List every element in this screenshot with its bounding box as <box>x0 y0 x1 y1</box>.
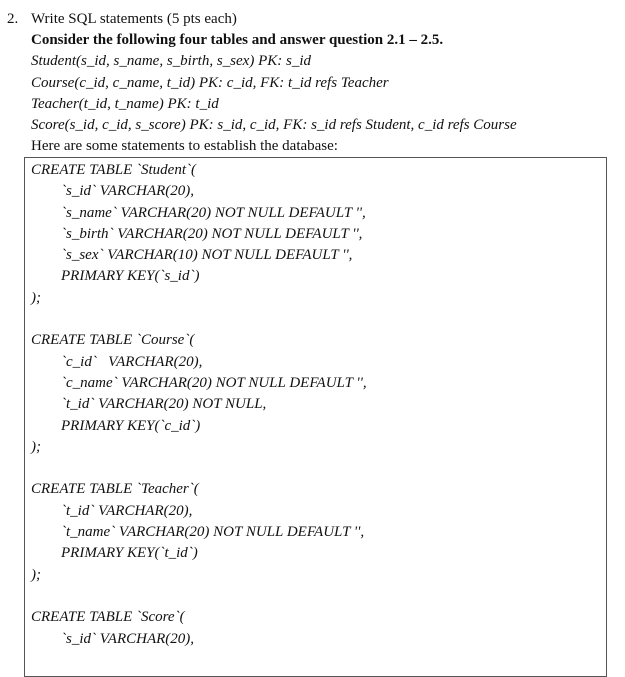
code-line: `s_id` VARCHAR(20), <box>61 630 195 647</box>
sql-code-lines <box>31 160 606 650</box>
code-line: `s_id` VARCHAR(20), <box>61 183 195 200</box>
statements-note: Here are some statements to establish the database: <box>31 138 338 155</box>
sql-code-box <box>24 157 607 677</box>
code-line: ); <box>31 438 41 455</box>
question-header <box>7 9 237 29</box>
code-line: CREATE TABLE `Course`( <box>31 332 195 349</box>
schema-student: Student(s_id, s_name, s_birth, s_sex) PK: s_id <box>31 53 311 70</box>
code-line: PRIMARY KEY(`c_id`) <box>61 417 201 434</box>
schema-teacher: Teacher(t_id, t_name) PK: t_id <box>31 95 219 112</box>
code-line: `s_sex` VARCHAR(10) NOT NULL DEFAULT '', <box>61 247 353 264</box>
code-line: `t_id` VARCHAR(20) NOT NULL, <box>61 396 267 413</box>
code-line <box>31 586 606 607</box>
code-line <box>31 458 606 479</box>
question-title: Write SQL statements (5 pts each) <box>31 11 237 27</box>
code-line: ); <box>31 566 41 583</box>
schema-score: Score(s_id, c_id, s_score) PK: s_id, c_id, FK: s_id refs Student, c_id refs Course <box>31 117 517 134</box>
code-line: CREATE TABLE `Student`( <box>31 162 196 178</box>
code-line: `c_name` VARCHAR(20) NOT NULL DEFAULT '', <box>61 374 367 391</box>
intro-heading: Consider the following four tables and answer question 2.1 – 2.5. <box>31 32 444 48</box>
code-line: `s_name` VARCHAR(20) NOT NULL DEFAULT '', <box>61 204 366 221</box>
code-line: CREATE TABLE `Teacher`( <box>31 481 199 498</box>
schema-course: Course(c_id, c_name, t_id) PK: c_id, FK: t_id refs Teacher <box>31 74 389 91</box>
code-line: `t_name` VARCHAR(20) NOT NULL DEFAULT '', <box>61 524 365 541</box>
question-number: 2. <box>7 11 19 27</box>
code-line: `t_id` VARCHAR(20), <box>61 502 193 519</box>
code-line: ); <box>31 289 41 306</box>
code-line: CREATE TABLE `Score`( <box>31 609 185 626</box>
code-line: `s_birth` VARCHAR(20) NOT NULL DEFAULT '', <box>61 225 363 242</box>
code-line <box>31 309 606 330</box>
code-line: PRIMARY KEY(`t_id`) <box>61 545 198 562</box>
question-body <box>31 30 611 158</box>
code-line: `c_id` VARCHAR(20), <box>61 353 203 370</box>
code-line: PRIMARY KEY(`s_id`) <box>61 268 200 285</box>
